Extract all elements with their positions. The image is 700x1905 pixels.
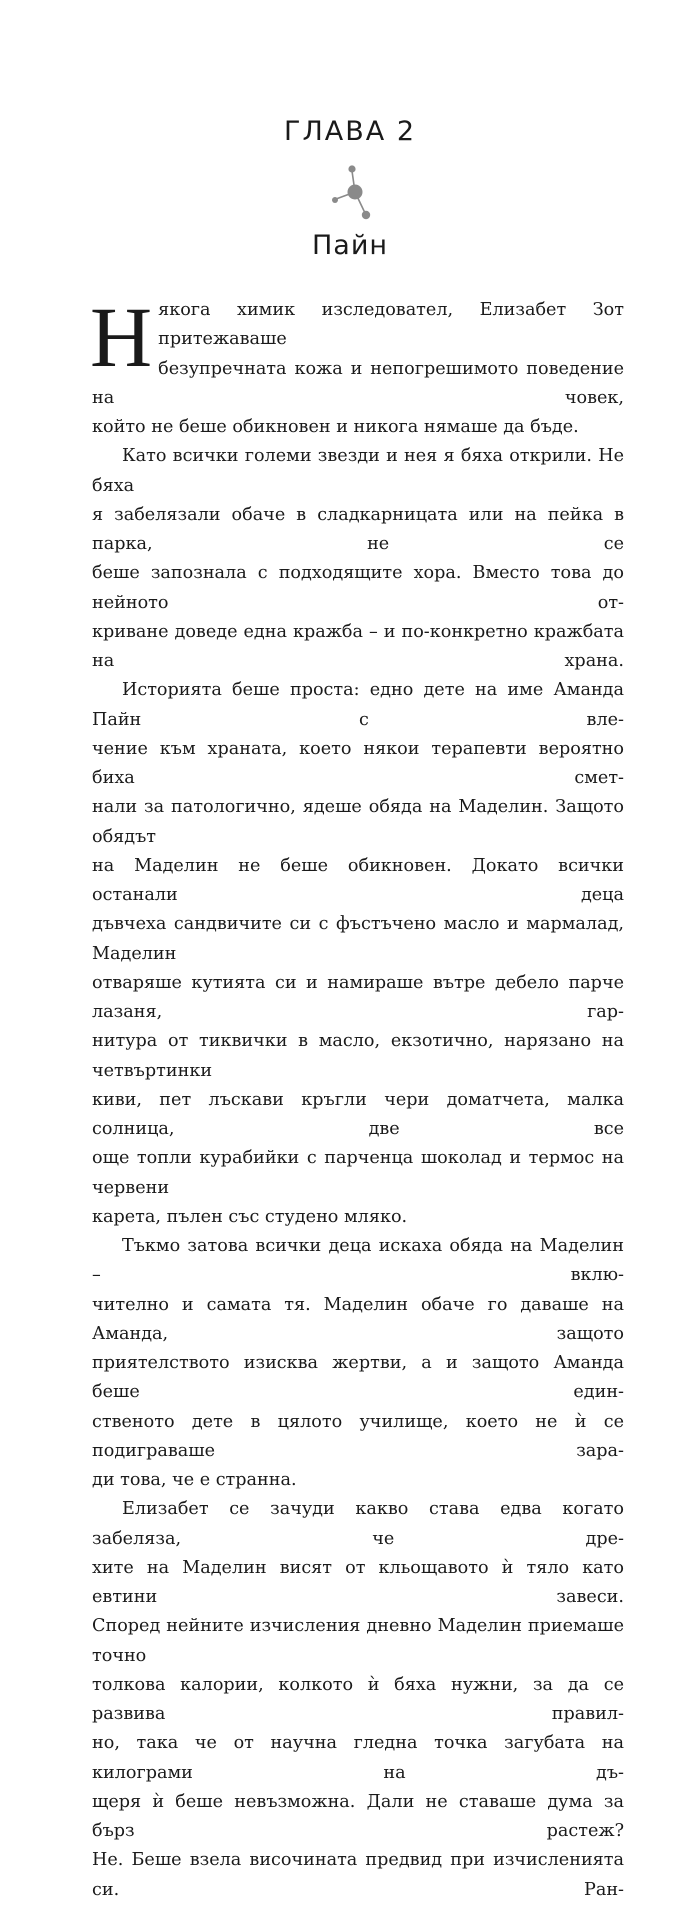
text-line: на Маделин не беше обикновен. Докато всички останали деца [92, 855, 624, 905]
text-line: ственото дете в цялото училище, което не ѝ се подиграваше зара- [92, 1411, 624, 1461]
text-line: приятелството изисква жертви, а и защото Аманда беше един- [92, 1353, 624, 1403]
paragraph-3 [92, 676, 624, 1232]
text-line: киви, пет лъскави кръгли чери доматчета, малка солница, две все [92, 1089, 624, 1139]
text-line: който не беше обикновен и никога нямаше да бъде. [92, 417, 579, 437]
chapter-number: ГЛАВА 2 [284, 116, 416, 147]
paragraph-5 [92, 1495, 624, 1905]
text-line: чение към храната, което някои терапевти вероятно биха смет- [92, 738, 624, 788]
text-line: дъвчеха сандвичите си с фъстъчено масло и мармалад, Маделин [92, 914, 624, 964]
text-line: щеря ѝ беше невъзможна. Дали не ставаше дума за бърз растеж? [92, 1791, 624, 1841]
text-line: Историята беше проста: едно дете на име Аманда Пайн с вле- [92, 680, 624, 730]
text-line: Като всички големи звезди и нея я бяха открили. Не бяха [92, 446, 624, 496]
text-line: якога химик изследовател, Елизабет Зот притежаваше [158, 300, 624, 350]
text-line: Според нейните изчисления дневно Маделин приемаше точно [92, 1616, 624, 1666]
paragraph-1 [90, 289, 624, 442]
text-line: ди това, че е странна. [92, 1470, 297, 1490]
text-line: беше запознала с подходящите хора. Вместо това до нейното от- [92, 563, 624, 613]
text-line: карета, пълен със студено мляко. [92, 1206, 408, 1227]
text-line: нитура от тиквички в масло, екзотично, нарязано на четвъртинки [92, 1031, 624, 1081]
chapter-title: Пайн [311, 230, 389, 261]
text-line: хите на Маделин висят от кльощавото ѝ тяло като евтини завеси. [92, 1557, 624, 1607]
text-line: нали за патологично, ядеше обяда на Маделин. Защото обядът [92, 797, 624, 847]
text-line: отваряше кутията си и намираше вътре дебело парче лазаня, гар- [92, 972, 624, 1022]
text-line: безупречната кожа и непогрешимото поведение на човек, [92, 358, 624, 408]
paragraph-4 [92, 1232, 624, 1495]
chapter-body [90, 289, 624, 1905]
paragraph-2 [92, 442, 624, 676]
molecule-icon [330, 162, 378, 224]
text-line: толкова калории, колкото ѝ бяха нужни, за да се развива правил- [92, 1674, 624, 1724]
text-line: Тъкмо затова всички деца искаха обяда на Маделин – вклю- [92, 1236, 624, 1286]
drop-cap: Н [90, 289, 153, 385]
text-line: но, така че от научна гледна точка загубата на килограми на дъ- [92, 1733, 624, 1783]
text-line: още топли курабийки с парченца шоколад и термос на червени [92, 1148, 624, 1198]
text-line: криване доведе една кражба – и по-конкретно кражбата на храна. [92, 621, 624, 671]
text-line: Елизабет се зачуди какво става едва когато забеляза, че дре- [92, 1499, 624, 1549]
text-line: чително и самата тя. Маделин обаче го даваше на Аманда, защото [92, 1294, 624, 1344]
text-line: я забелязали обаче в сладкарницата или на пейка в парка, не се [92, 504, 624, 554]
text-line: Не. Беше взела височината предвид при изчисленията си. Ран- [92, 1850, 624, 1900]
